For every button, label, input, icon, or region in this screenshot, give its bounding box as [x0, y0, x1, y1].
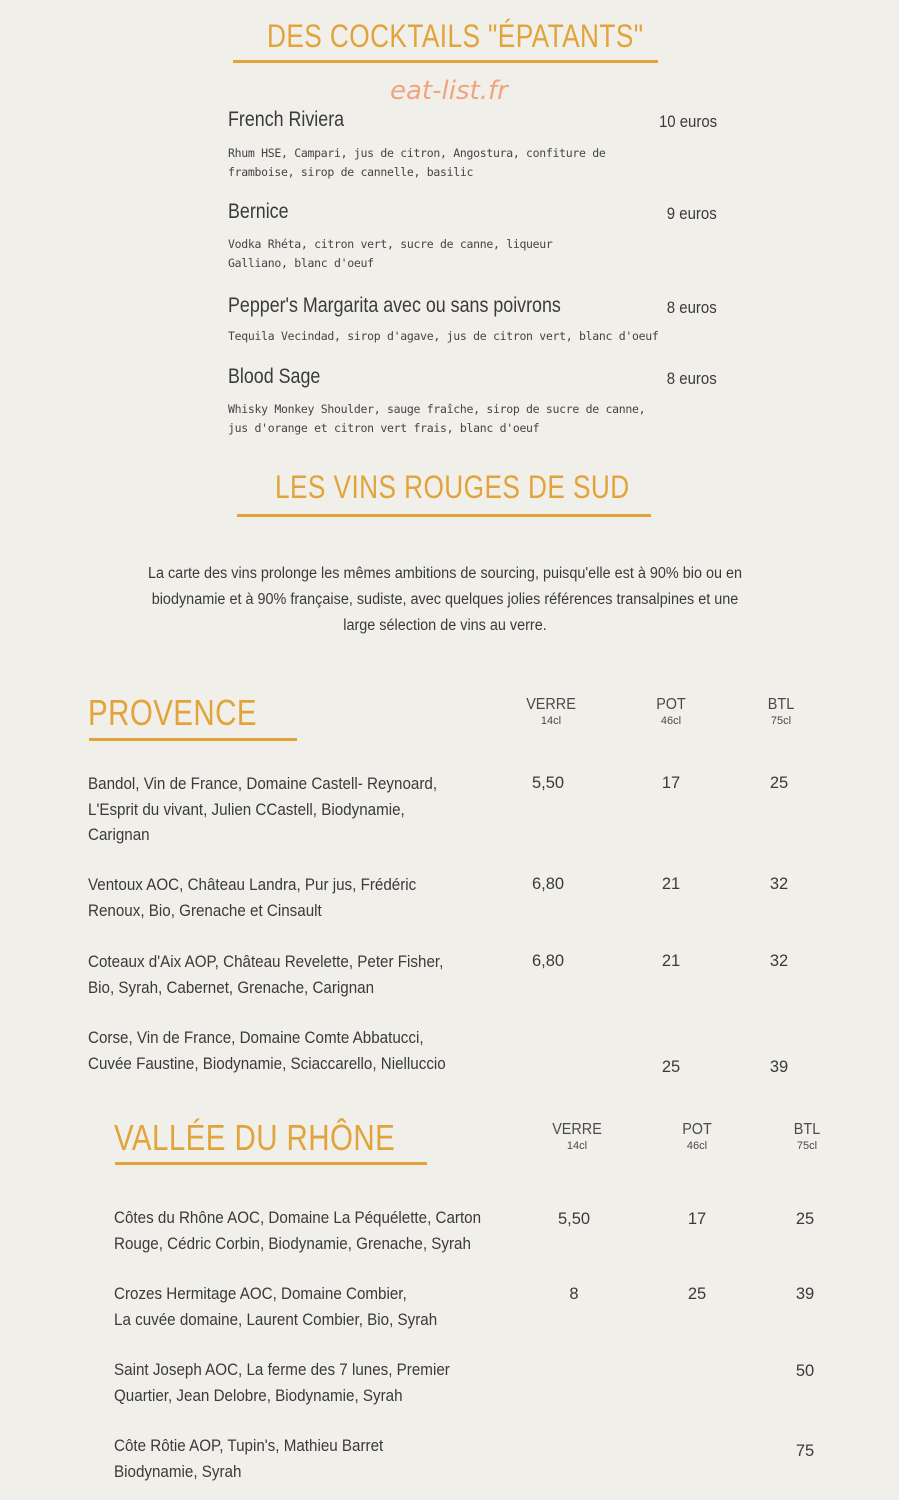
price-pot: 25 [661, 1058, 681, 1076]
wines-heading-underline [237, 514, 651, 517]
wines-intro-text: La carte des vins prolonge les mêmes ambitions de sourcing, puisqu'elle est à 90% bio ou en biodynamie et à 90% française, sudiste, avec quelques jolies références transalpines et une large sélection de vins au verre. [147, 565, 743, 634]
price-pot: 25 [687, 1285, 707, 1303]
wines-heading: LES VINS ROUGES DE SUD [275, 469, 630, 505]
cocktail-description: Vodka Rhéta, citron vert, sucre de canne, liqueur Galliano, blanc d'oeuf [228, 237, 553, 270]
price-verre: 6,80 [531, 875, 565, 893]
column-header-verre: VERRE 14cl [552, 1121, 602, 1152]
price-btl: 39 [795, 1285, 815, 1303]
cocktail-description: Tequila Vecindad, sirop d'agave, jus de citron vert, blanc d'oeuf [228, 329, 659, 343]
price-verre: 5,50 [557, 1210, 591, 1228]
cocktail-name: Bernice [228, 200, 289, 223]
wine-description: Côtes du Rhône AOC, Domaine La Péquélette, Carton Rouge, Cédric Corbin, Biodynamie, Grenache, Syrah [114, 1209, 482, 1253]
column-header-pot: POT 46cl [656, 696, 686, 727]
price-btl: 25 [795, 1210, 815, 1228]
watermark-text: eat-list.fr [390, 76, 508, 106]
price-btl: 39 [769, 1058, 789, 1076]
wine-description: Crozes Hermitage AOC, Domaine Combier, La cuvée domaine, Laurent Combier, Bio, Syrah [114, 1285, 438, 1329]
price-verre: 6,80 [531, 952, 565, 970]
price-pot: 21 [661, 875, 681, 893]
column-header-btl: BTL 75cl [793, 1121, 821, 1152]
rhone-heading-underline [115, 1162, 427, 1165]
wine-description: Bandol, Vin de France, Domaine Castell- Reynoard, L'Esprit du vivant, Julien CCastell, Biodynamie, Carignan [88, 775, 438, 844]
price-btl: 50 [795, 1362, 815, 1380]
cocktail-description: Rhum HSE, Campari, jus de citron, Angostura, confiture de framboise, sirop de cannelle, basilic [228, 146, 606, 179]
provence-heading: PROVENCE [88, 692, 257, 733]
wine-description: Ventoux AOC, Château Landra, Pur jus, Frédéric Renoux, Bio, Grenache et Cinsault [88, 876, 417, 920]
wine-description: Côte Rôtie AOP, Tupin's, Mathieu Barret Biodynamie, Syrah [114, 1437, 384, 1481]
price-pot: 21 [661, 952, 681, 970]
cocktail-name: French Riviera [228, 108, 345, 131]
price-pot: 17 [661, 774, 681, 792]
cocktail-name: Pepper's Margarita avec ou sans poivrons [228, 294, 561, 317]
cocktail-name: Blood Sage [228, 365, 321, 388]
cocktail-price: 9 euros [667, 204, 717, 223]
wine-description: Coteaux d'Aix AOP, Château Revelette, Peter Fisher, Bio, Syrah, Cabernet, Grenache, Carignan [88, 953, 444, 997]
column-header-btl: BTL 75cl [767, 696, 795, 727]
cocktail-price: 8 euros [667, 369, 717, 388]
cocktail-price: 10 euros [658, 112, 717, 131]
price-btl: 32 [769, 875, 789, 893]
cocktail-description: Whisky Monkey Shoulder, sauge fraîche, sirop de sucre de canne, jus d'orange et citron vert frais, blanc d'oeuf [228, 402, 646, 435]
price-pot: 17 [687, 1210, 707, 1228]
price-btl: 25 [769, 774, 789, 792]
cocktails-heading: DES COCKTAILS "ÉPATANTS" [267, 18, 644, 54]
price-btl: 75 [795, 1442, 815, 1460]
cocktail-price: 8 euros [667, 298, 717, 317]
column-header-verre: VERRE 14cl [526, 696, 576, 727]
price-btl: 32 [769, 952, 789, 970]
wine-description: Corse, Vin de France, Domaine Comte Abbatucci, Cuvée Faustine, Biodynamie, Sciaccarello, Nielluccio [88, 1029, 446, 1073]
provence-heading-underline [89, 738, 297, 741]
cocktails-heading-underline [233, 60, 658, 63]
price-verre: 8 [569, 1285, 579, 1303]
wine-description: Saint Joseph AOC, La ferme des 7 lunes, Premier Quartier, Jean Delobre, Biodynamie, Syrah [114, 1361, 450, 1405]
price-verre: 5,50 [531, 774, 565, 792]
column-header-pot: POT 46cl [682, 1121, 712, 1152]
rhone-heading: VALLÉE DU RHÔNE [114, 1117, 396, 1158]
